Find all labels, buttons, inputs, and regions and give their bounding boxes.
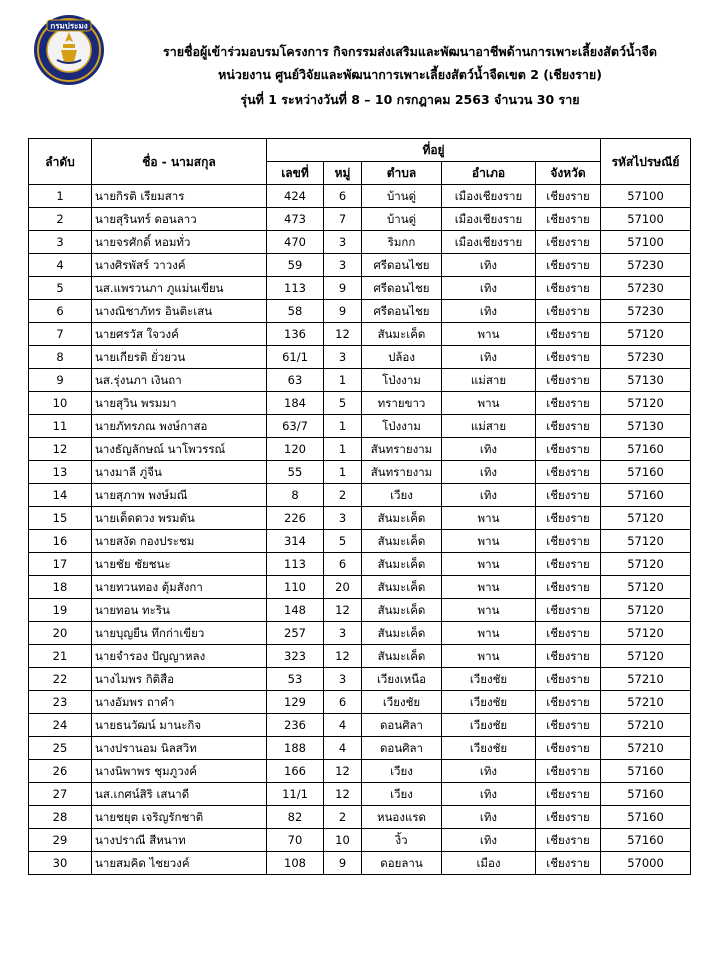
logo-text: กรมประมง [50,21,88,31]
cell-moo: 12 [324,760,362,783]
cell-house: 136 [267,323,324,346]
header-address: ที่อยู่ [267,139,601,162]
cell-house: 8 [267,484,324,507]
cell-tambon: สันทรายงาม [362,438,442,461]
cell-moo: 4 [324,714,362,737]
cell-no: 26 [29,760,92,783]
cell-moo: 9 [324,852,362,875]
cell-name: นายสงัด กองประชม [92,530,267,553]
table-row [29,438,691,461]
table-row [29,300,691,323]
cell-amphoe: พาน [442,323,536,346]
cell-moo: 9 [324,277,362,300]
cell-amphoe: พาน [442,530,536,553]
cell-name: นางธัญลักษณ์ นาโพวรรณ์ [92,438,267,461]
cell-no: 1 [29,185,92,208]
cell-house: 63 [267,369,324,392]
cell-postcode: 57100 [601,208,691,231]
cell-tambon: โป่งงาม [362,415,442,438]
participants-table [28,138,691,875]
cell-moo: 7 [324,208,362,231]
cell-house: 108 [267,852,324,875]
cell-name: นางปรานอม นิลสวิท [92,737,267,760]
cell-amphoe: เทิง [442,438,536,461]
cell-postcode: 57120 [601,553,691,576]
table-row [29,829,691,852]
cell-no: 18 [29,576,92,599]
cell-amphoe: เวียงชัย [442,737,536,760]
header-amphoe: อำเภอ [442,162,536,185]
table-row [29,231,691,254]
cell-house: 184 [267,392,324,415]
header-moo: หมู่ [324,162,362,185]
cell-no: 22 [29,668,92,691]
cell-postcode: 57230 [601,277,691,300]
cell-postcode: 57120 [601,622,691,645]
cell-postcode: 57210 [601,737,691,760]
cell-no: 6 [29,300,92,323]
cell-amphoe: เทิง [442,254,536,277]
cell-house: 314 [267,530,324,553]
cell-no: 3 [29,231,92,254]
cell-no: 10 [29,392,92,415]
cell-postcode: 57120 [601,576,691,599]
cell-postcode: 57130 [601,415,691,438]
cell-house: 58 [267,300,324,323]
cell-name: นายสมคิด ไชยวงค์ [92,852,267,875]
cell-no: 9 [29,369,92,392]
table-row [29,691,691,714]
cell-province: เชียงราย [536,576,601,599]
cell-postcode: 57120 [601,392,691,415]
cell-house: 59 [267,254,324,277]
cell-tambon: เวียงเหนือ [362,668,442,691]
cell-tambon: สันมะเค็ด [362,530,442,553]
cell-postcode: 57210 [601,668,691,691]
cell-amphoe: เทิง [442,760,536,783]
cell-province: เชียงราย [536,369,601,392]
cell-house: 188 [267,737,324,760]
cell-name: นางมาลี ภู่จีน [92,461,267,484]
cell-province: เชียงราย [536,645,601,668]
cell-amphoe: เมืองเชียงราย [442,185,536,208]
cell-province: เชียงราย [536,507,601,530]
cell-moo: 12 [324,783,362,806]
cell-name: นายจรศักดิ์ หอมทั่ว [92,231,267,254]
cell-house: 55 [267,461,324,484]
cell-province: เชียงราย [536,461,601,484]
cell-moo: 6 [324,185,362,208]
table-row [29,576,691,599]
cell-house: 424 [267,185,324,208]
cell-moo: 12 [324,323,362,346]
cell-amphoe: พาน [442,645,536,668]
table-row [29,737,691,760]
cell-tambon: เวียงชัย [362,691,442,714]
title-line-3: รุ่นที่ 1 ระหว่างวันที่ 8 – 10 กรกฎาคม 2563 จำนวน 30 ราย [240,92,580,107]
cell-name: นายทวนทอง ตุ้มสังกา [92,576,267,599]
cell-house: 113 [267,553,324,576]
header-province: จังหวัด [536,162,601,185]
cell-amphoe: เทิง [442,300,536,323]
cell-province: เชียงราย [536,553,601,576]
table-row [29,668,691,691]
cell-postcode: 57160 [601,760,691,783]
table-row [29,806,691,829]
cell-postcode: 57100 [601,185,691,208]
cell-amphoe: เทิง [442,461,536,484]
cell-no: 21 [29,645,92,668]
cell-moo: 12 [324,599,362,622]
cell-house: 323 [267,645,324,668]
cell-tambon: บ้านดู่ [362,185,442,208]
cell-name: นางปราณี สีหนาท [92,829,267,852]
cell-name: นายเกียรติ ยั่วยวน [92,346,267,369]
table-row [29,323,691,346]
cell-postcode: 57120 [601,507,691,530]
cell-tambon: งิ้ว [362,829,442,852]
table-row [29,484,691,507]
cell-province: เชียงราย [536,438,601,461]
cell-tambon: สันมะเค็ด [362,599,442,622]
cell-province: เชียงราย [536,300,601,323]
cell-amphoe: เวียงชัย [442,691,536,714]
cell-province: เชียงราย [536,668,601,691]
cell-amphoe: เมืองเชียงราย [442,231,536,254]
table-row [29,369,691,392]
department-logo [33,14,105,86]
cell-house: 120 [267,438,324,461]
cell-province: เชียงราย [536,254,601,277]
cell-no: 13 [29,461,92,484]
header-name: ชื่อ - นามสกุล [92,139,267,185]
cell-amphoe: เทิง [442,484,536,507]
cell-house: 110 [267,576,324,599]
cell-postcode: 57160 [601,829,691,852]
cell-tambon: ดอยลาน [362,852,442,875]
cell-amphoe: เมือง [442,852,536,875]
cell-name: นายบุญยืน ทึกก่าเขียว [92,622,267,645]
cell-province: เชียงราย [536,714,601,737]
cell-postcode: 57210 [601,714,691,737]
cell-province: เชียงราย [536,599,601,622]
cell-tambon: สันมะเค็ด [362,553,442,576]
cell-moo: 12 [324,645,362,668]
cell-moo: 3 [324,346,362,369]
cell-tambon: ศรีดอนไชย [362,300,442,323]
cell-province: เชียงราย [536,185,601,208]
cell-house: 148 [267,599,324,622]
cell-amphoe: พาน [442,392,536,415]
cell-no: 15 [29,507,92,530]
cell-no: 27 [29,783,92,806]
cell-tambon: ศรีดอนไชย [362,254,442,277]
cell-tambon: ปล้อง [362,346,442,369]
table-row [29,783,691,806]
cell-no: 30 [29,852,92,875]
cell-name: นางศิรพัสร์ วาวงค์ [92,254,267,277]
cell-moo: 2 [324,806,362,829]
cell-postcode: 57160 [601,438,691,461]
cell-province: เชียงราย [536,415,601,438]
cell-moo: 1 [324,461,362,484]
cell-name: นายสุภาพ พงษ์มณี [92,484,267,507]
cell-no: 28 [29,806,92,829]
cell-tambon: หนองแรด [362,806,442,829]
cell-province: เชียงราย [536,760,601,783]
cell-house: 473 [267,208,324,231]
cell-house: 226 [267,507,324,530]
cell-tambon: ศรีดอนไชย [362,277,442,300]
cell-amphoe: เวียงชัย [442,668,536,691]
cell-name: นางณิชาภัทร อินติะเสน [92,300,267,323]
cell-moo: 20 [324,576,362,599]
cell-house: 166 [267,760,324,783]
cell-amphoe: พาน [442,553,536,576]
cell-province: เชียงราย [536,231,601,254]
table-row [29,507,691,530]
table-row [29,277,691,300]
cell-province: เชียงราย [536,852,601,875]
cell-province: เชียงราย [536,691,601,714]
header-no: ลำดับ [29,139,92,185]
cell-amphoe: เวียงชัย [442,714,536,737]
header-tambon: ตำบล [362,162,442,185]
cell-name: นายกิรติ เรียมสาร [92,185,267,208]
cell-moo: 3 [324,622,362,645]
cell-postcode: 57130 [601,369,691,392]
table-row [29,530,691,553]
cell-house: 236 [267,714,324,737]
table-row [29,599,691,622]
cell-postcode: 57120 [601,323,691,346]
cell-province: เชียงราย [536,530,601,553]
cell-province: เชียงราย [536,277,601,300]
cell-postcode: 57230 [601,300,691,323]
cell-no: 14 [29,484,92,507]
cell-tambon: ริมกก [362,231,442,254]
cell-moo: 3 [324,507,362,530]
cell-name: นางอัมพร ถาคำ [92,691,267,714]
cell-postcode: 57120 [601,645,691,668]
title-line-2: หน่วยงาน ศูนย์วิจัยและพัฒนาการเพาะเลี้ยงสัตว์น้ำจืดเขต 2 (เชียงราย) [218,67,602,82]
table-row [29,254,691,277]
cell-amphoe: แม่สาย [442,415,536,438]
cell-tambon: สันมะเค็ด [362,576,442,599]
title-line-1: รายชื่อผู้เข้าร่วมอบรมโครงการ กิจกรรมส่งเสริมและพัฒนาอาชีพด้านการเพาะเลี้ยงสัตว์น้ำจืด [163,44,657,59]
cell-province: เชียงราย [536,737,601,760]
cell-no: 12 [29,438,92,461]
cell-moo: 3 [324,254,362,277]
cell-house: 70 [267,829,324,852]
cell-name: นายทอน ทะริน [92,599,267,622]
cell-name: นายเด็ดดวง พรมตัน [92,507,267,530]
cell-tambon: เวียง [362,760,442,783]
cell-no: 23 [29,691,92,714]
table-row [29,415,691,438]
cell-postcode: 57120 [601,530,691,553]
cell-amphoe: พาน [442,622,536,645]
cell-name: นายศรวัส ใจวงค์ [92,323,267,346]
table-row [29,852,691,875]
cell-no: 20 [29,622,92,645]
cell-moo: 5 [324,530,362,553]
cell-name: นส.เกศน์สิริ เสนาดี [92,783,267,806]
cell-tambon: สันมะเค็ด [362,622,442,645]
cell-tambon: เวียง [362,783,442,806]
cell-no: 24 [29,714,92,737]
cell-tambon: สันมะเค็ด [362,645,442,668]
cell-name: นส.แพรวนภา ภูแม่นเขียน [92,277,267,300]
cell-province: เชียงราย [536,783,601,806]
cell-tambon: โป่งงาม [362,369,442,392]
table-row [29,760,691,783]
cell-no: 25 [29,737,92,760]
cell-province: เชียงราย [536,208,601,231]
cell-amphoe: พาน [442,507,536,530]
cell-house: 53 [267,668,324,691]
cell-moo: 3 [324,231,362,254]
cell-postcode: 57120 [601,599,691,622]
cell-house: 113 [267,277,324,300]
cell-amphoe: พาน [442,576,536,599]
cell-name: นายสุวิน พรมมา [92,392,267,415]
cell-province: เชียงราย [536,622,601,645]
cell-tambon: สันทรายงาม [362,461,442,484]
cell-amphoe: เทิง [442,829,536,852]
table-row [29,622,691,645]
cell-name: นายชยุต เจริญรักชาติ [92,806,267,829]
cell-moo: 6 [324,553,362,576]
cell-province: เชียงราย [536,806,601,829]
cell-province: เชียงราย [536,829,601,852]
header-house: เลขที่ [267,162,324,185]
cell-house: 470 [267,231,324,254]
cell-amphoe: พาน [442,599,536,622]
cell-province: เชียงราย [536,484,601,507]
cell-no: 11 [29,415,92,438]
cell-moo: 1 [324,438,362,461]
table-row [29,392,691,415]
cell-province: เชียงราย [536,346,601,369]
cell-moo: 10 [324,829,362,852]
cell-no: 7 [29,323,92,346]
cell-name: นายจำรอง ปัญญาหลง [92,645,267,668]
cell-tambon: ดอนศิลา [362,714,442,737]
table-row [29,553,691,576]
cell-house: 129 [267,691,324,714]
cell-amphoe: เมืองเชียงราย [442,208,536,231]
cell-name: นายสุรินทร์ ดอนลาว [92,208,267,231]
cell-province: เชียงราย [536,323,601,346]
cell-moo: 9 [324,300,362,323]
cell-name: นายชัย ชัยชนะ [92,553,267,576]
cell-house: 11/1 [267,783,324,806]
cell-tambon: เวียง [362,484,442,507]
cell-no: 4 [29,254,92,277]
cell-postcode: 57230 [601,346,691,369]
cell-postcode: 57160 [601,461,691,484]
cell-tambon: สันมะเค็ด [362,507,442,530]
cell-moo: 4 [324,737,362,760]
cell-postcode: 57100 [601,231,691,254]
cell-no: 16 [29,530,92,553]
cell-name: นายธนวัฒน์ มานะกิจ [92,714,267,737]
cell-postcode: 57160 [601,484,691,507]
cell-tambon: สันมะเค็ด [362,323,442,346]
cell-house: 61/1 [267,346,324,369]
cell-house: 257 [267,622,324,645]
cell-no: 29 [29,829,92,852]
cell-name: นส.รุ่งนภา เงินถา [92,369,267,392]
cell-tambon: ทรายขาว [362,392,442,415]
cell-amphoe: เทิง [442,783,536,806]
cell-no: 5 [29,277,92,300]
table-row [29,208,691,231]
header-postcode: รหัสไปรษณีย์ [601,139,691,185]
cell-amphoe: เทิง [442,277,536,300]
cell-house: 82 [267,806,324,829]
cell-postcode: 57000 [601,852,691,875]
cell-house: 63/7 [267,415,324,438]
table-row [29,185,691,208]
cell-postcode: 57160 [601,806,691,829]
table-row [29,346,691,369]
table-row [29,645,691,668]
cell-postcode: 57160 [601,783,691,806]
cell-name: นางนิพาพร ชุมภูวงค์ [92,760,267,783]
cell-name: นางไมพร กิติสือ [92,668,267,691]
cell-moo: 1 [324,415,362,438]
table-row [29,461,691,484]
cell-amphoe: เทิง [442,806,536,829]
document-header [110,40,710,111]
table-body [29,185,691,875]
cell-amphoe: เทิง [442,346,536,369]
cell-postcode: 57210 [601,691,691,714]
cell-moo: 5 [324,392,362,415]
cell-moo: 2 [324,484,362,507]
cell-moo: 6 [324,691,362,714]
cell-no: 8 [29,346,92,369]
cell-moo: 3 [324,668,362,691]
cell-no: 17 [29,553,92,576]
cell-postcode: 57230 [601,254,691,277]
cell-amphoe: แม่สาย [442,369,536,392]
table-row [29,714,691,737]
cell-moo: 1 [324,369,362,392]
cell-tambon: ดอนศิลา [362,737,442,760]
cell-tambon: บ้านดู่ [362,208,442,231]
cell-no: 19 [29,599,92,622]
cell-name: นายภัทรภณ พงษ์กาสอ [92,415,267,438]
cell-province: เชียงราย [536,392,601,415]
cell-no: 2 [29,208,92,231]
